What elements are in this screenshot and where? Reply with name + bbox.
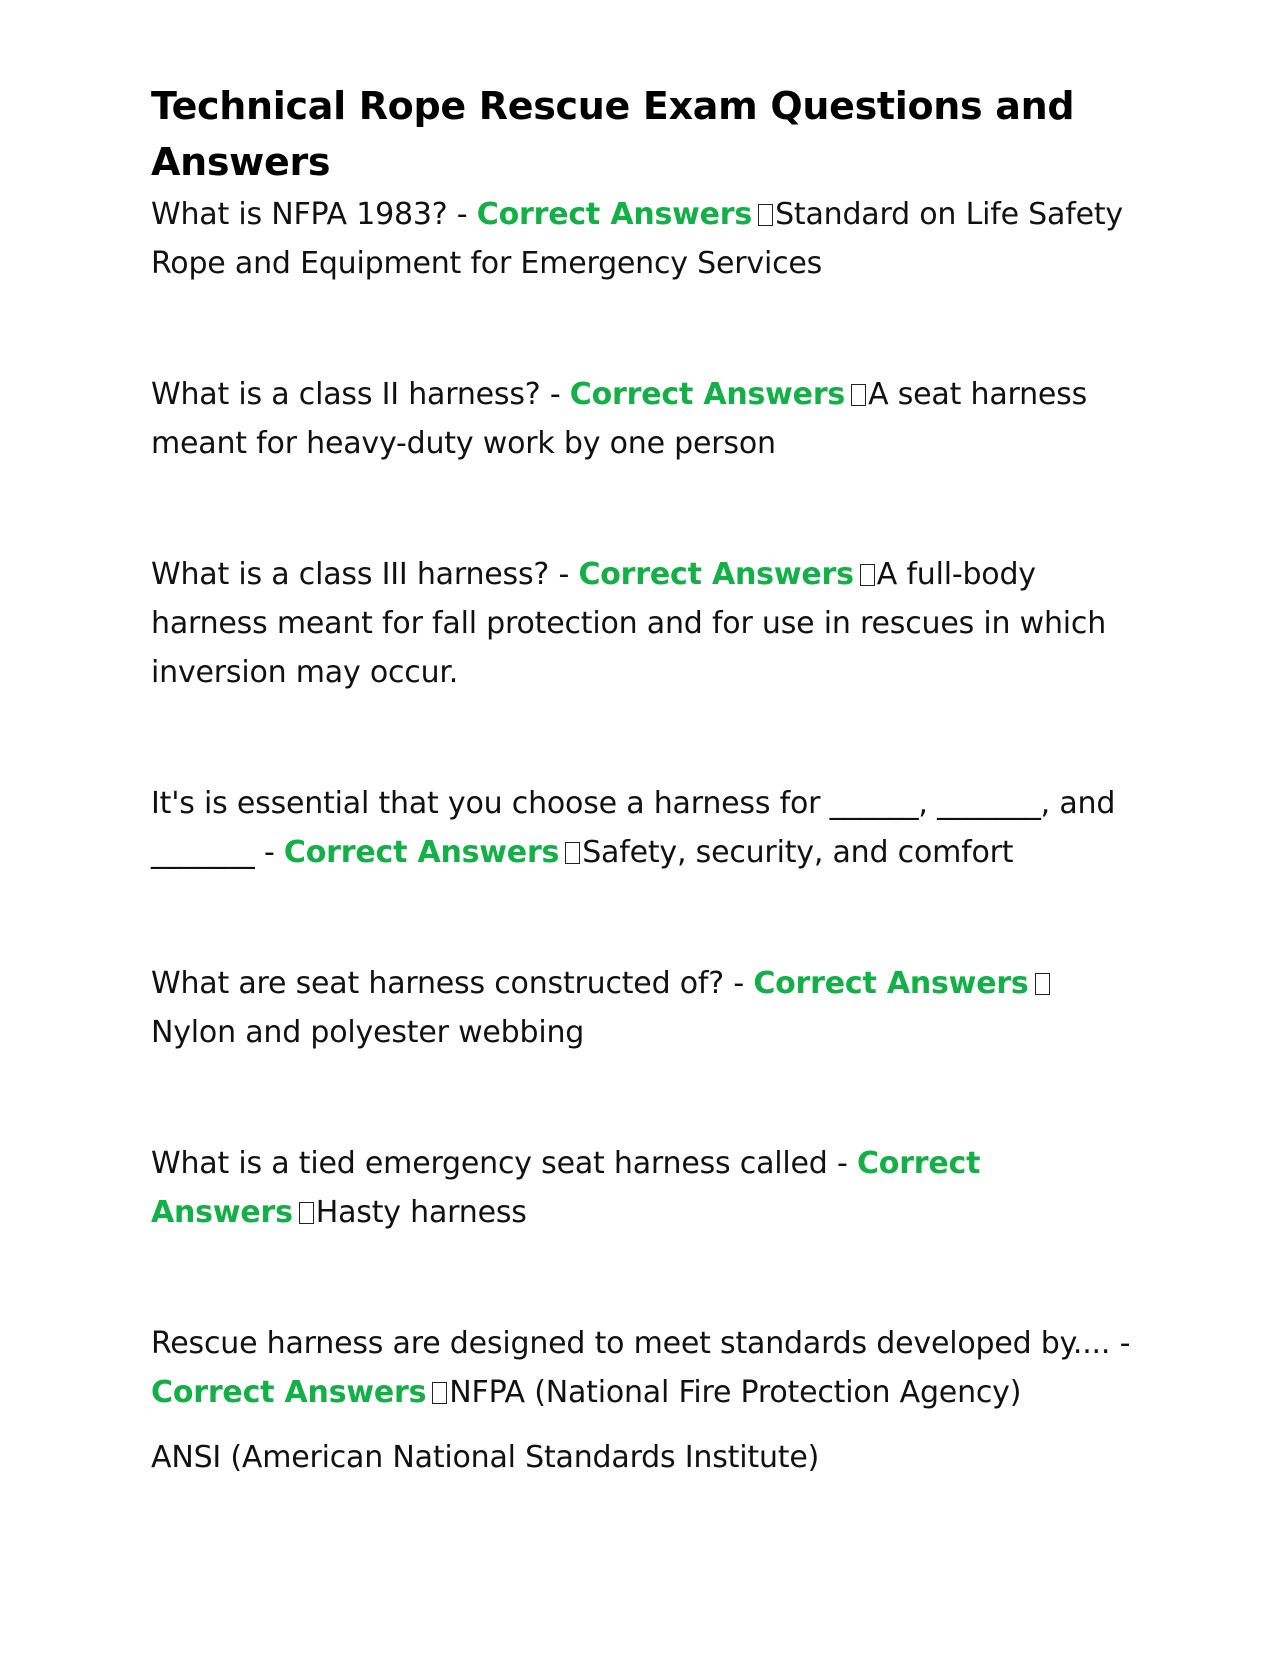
question-text: It's is essential that you choose a harness for ______, _______, and _______ bbox=[151, 786, 1116, 870]
answer-text: Safety, security, and comfort bbox=[582, 835, 1014, 870]
document-page bbox=[151, 78, 1131, 1482]
answer-text: A full-body harness meant for fall protection and for use in rescues in which inversion may occur. bbox=[151, 557, 1107, 690]
document-title: Technical Rope Rescue Exam Questions and Answers bbox=[151, 84, 1075, 184]
separator: - bbox=[827, 1146, 857, 1181]
answer-text: Nylon and polyester webbing bbox=[151, 1015, 585, 1050]
missing-glyph-icon bbox=[1035, 973, 1050, 995]
qa-item bbox=[151, 550, 1131, 697]
separator: - bbox=[549, 557, 579, 592]
qa-item bbox=[151, 190, 1131, 288]
separator: - bbox=[1110, 1326, 1131, 1361]
missing-glyph-icon bbox=[565, 842, 580, 864]
answer-label: Correct Answers bbox=[476, 197, 753, 232]
answer-label: Correct Answers bbox=[283, 835, 560, 870]
missing-glyph-icon bbox=[432, 1382, 447, 1404]
missing-glyph-icon bbox=[851, 384, 866, 406]
question-text: What is a class II harness? bbox=[151, 377, 541, 412]
missing-glyph-icon bbox=[758, 204, 773, 226]
qa-item bbox=[151, 1319, 1131, 1417]
qa-item bbox=[151, 370, 1131, 468]
question-text: What is NFPA 1983? bbox=[151, 197, 448, 232]
answer-text: Standard on Life Safety Rope and Equipment for Emergency Services bbox=[151, 197, 1123, 281]
separator: - bbox=[447, 197, 477, 232]
answer-label: Correct Answers bbox=[753, 966, 1029, 1001]
qa-item bbox=[151, 959, 1131, 1057]
answer-continuation: ANSI (American National Standards Institute) bbox=[151, 1440, 820, 1475]
answer-label: Correct Answers bbox=[578, 557, 854, 592]
question-text: What is a tied emergency seat harness called bbox=[151, 1146, 828, 1181]
answer-label: Correct Answers bbox=[569, 377, 846, 412]
question-text: Rescue harness are designed to meet standards developed by.... bbox=[151, 1326, 1111, 1361]
separator: - bbox=[724, 966, 754, 1001]
answer-label: Correct Answers bbox=[151, 1375, 427, 1410]
missing-glyph-icon bbox=[299, 1202, 314, 1224]
qa-item bbox=[151, 779, 1131, 877]
separator: - bbox=[540, 377, 570, 412]
missing-glyph-icon bbox=[860, 564, 875, 586]
answer-text: NFPA (National Fire Protection Agency) bbox=[449, 1375, 1022, 1410]
separator: - bbox=[254, 835, 284, 870]
qa-item bbox=[151, 1139, 1131, 1237]
answer-text: Hasty harness bbox=[315, 1195, 527, 1230]
answer-text: A seat harness meant for heavy-duty work by one person bbox=[151, 377, 1088, 461]
question-text: What are seat harness constructed of? bbox=[151, 966, 724, 1001]
answer-label: Correct Answers bbox=[151, 1146, 981, 1230]
question-text: What is a class III harness? bbox=[151, 557, 550, 592]
